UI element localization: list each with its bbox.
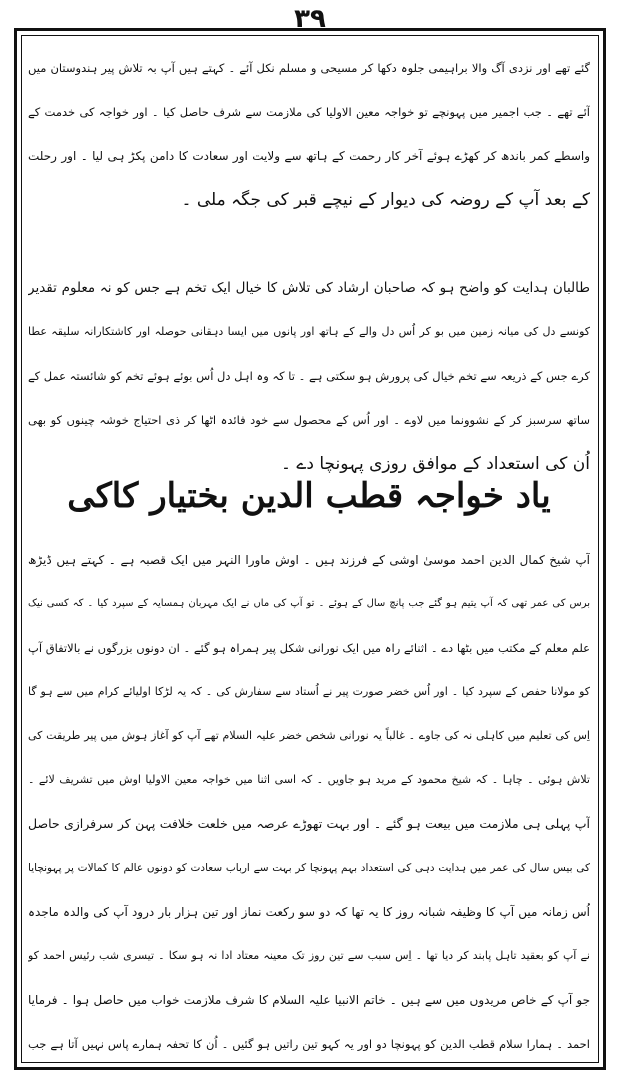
text-line: اُس زمانہ میں آپ کا وظیفہ شبانہ روز کا یہ تھا کہ دو سو رکعت نماز اور تین ہزار بار درود آپ کی والدہ ماجدہ: [28, 905, 590, 919]
text-line: کی بیس سال کی عمر میں ہدایت دہی کی استعداد بہم پہونچا کر بہت سے ارباب سعادت کو دونوں عالم کا کمالات پر پہونچایا: [28, 862, 590, 874]
text-line: کونسے دل کی میانہ زمین میں بو کر اُس دل والے کے ہاتھ اور پانوں میں ایسا دہقانی حوصلہ اور کاشتکارانہ سلیقہ عطا: [28, 325, 590, 338]
text-line: طالبان ہدایت کو واضح ہو کہ صاحبان ارشاد کی تلاش کا خیال ایک تخم ہے جس کو نہ معلوم تقدیر: [28, 280, 590, 296]
text-line: واسطے کمر باندھ کر کھڑے ہوئے آخر کار رحمت کے ہاتھ سے ولایت اور سعادت کا دامن پکڑ ہی لیا ۔ اور رحلت: [28, 149, 590, 163]
paragraph-biography: [28, 538, 590, 1066]
text-line: آپ شیخ کمال الدین احمد موسیٰ اوشی کے فرزند ہیں ۔ اوش ماورا النہر میں ایک قصبہ ہے ۔ کہتے ہیں ڈیڑھ: [28, 553, 590, 567]
text-line: آپ پہلی ہی ملازمت میں بیعت ہو گئے ۔ اور بہت تھوڑے عرصہ میں خلعت خلافت پہن کر سرفرازی حاصل: [28, 816, 590, 831]
text-line: اُن کی استعداد کے موافق روزی پہونچا دے ۔: [281, 454, 590, 474]
text-line: اِس کی تعلیم میں کاہلی نہ کی جاوے ۔ غالباً یہ نورانی شخص خضر علیہ السلام تھے آپ کو آغاز ہوش میں پیر طریقت کی: [28, 729, 590, 742]
page-number: ۳۹: [294, 4, 326, 34]
section-heading: یاد خواجہ قطب الدین بختیار کاکی: [67, 476, 551, 516]
text-line: کرے جس کے ذریعہ سے تخم خیال کی پرورش ہو سکتی ہے ۔ تا کہ وہ اہل دل اُس بوئے ہوئے تخم کو شائستہ عمل کے: [28, 369, 590, 383]
text-line: جو آپ کے خاص مریدوں میں سے ہیں ۔ خاتم الانبیا علیہ السلام کا شرف ملازمت خواب میں حاصل ہوا ۔ فرمایا: [28, 993, 590, 1007]
text-line: تلاش ہوئی ۔ چاہا ۔ کہ شیخ محمود کے مرید ہو جاویں ۔ کہ اسی اثنا میں خواجہ معین الاولیا اوش میں تشریف لائے ۔: [28, 773, 590, 786]
text-line: کے بعد آپ کے روضہ کی دیوار کے نیچے قبر کی جگہ ملی ۔: [181, 190, 590, 210]
paragraph-intro: [28, 46, 590, 222]
text-line: نے آپ کو بعقید تاہل پابند کر دیا تھا ۔ اِس سبب سے تین روز تک معینہ معتاد ادا نہ ہو سکا ۔ تیسری شب رئیس احمد کو: [28, 949, 590, 962]
text-line: احمد ۔ ہمارا سلام قطب الدین کو پہونچا دو اور یہ کہو تین راتیں ہو گئیں ۔ اُن کا تحفہ ہمارے پاس نہیں آتا ہے جب: [28, 1037, 590, 1051]
text-line: آئے تھے ۔ جب اجمیر میں پہونچے تو خواجہ معین الاولیا کی ملازمت سے شرف حاصل کیا ۔ اور خواجہ کی خدمت کے: [28, 105, 590, 119]
text-line: علم معلم کے مکتب میں بٹھا دے ۔ اثنائے راہ میں ایک نورانی شکل پیر ہمراہ ہو گئے ۔ ان دونوں بزرگوں نے بالاتفاق آپ: [28, 641, 590, 655]
paragraph-seekers: [28, 266, 590, 486]
text-line: برس کی عمر تھی کہ آپ یتیم ہو گئے جب پانچ سال کے ہوئے ۔ تو آپ کی ماں نے ایک مہربان ہمسایہ کے سپرد کیا ۔ کہ کسی نیک: [28, 598, 590, 609]
text-line: گئے تھے اور نزدی آگ والا براہیمی جلوہ دکھا کر مسیحی و مسلم نکل آئے ۔ کہتے ہیں آپ بہ تلاش پیر ہندوستان میں: [28, 61, 590, 75]
text-line: کو مولانا حفص کے سپرد کیا ۔ اور اُس خضر صورت پیر نے اُستاد سے سفارش کی ۔ کہ یہ لڑکا اولیائے کرام میں سے ہو گا: [28, 685, 590, 698]
text-line: ساتھ سرسبز کر کے نشوونما میں لاوے ۔ اور اُس کے محصول سے خود فائدہ اٹھا کر ذی احتیاج خوشہ چینوں کو بھی: [28, 413, 590, 427]
